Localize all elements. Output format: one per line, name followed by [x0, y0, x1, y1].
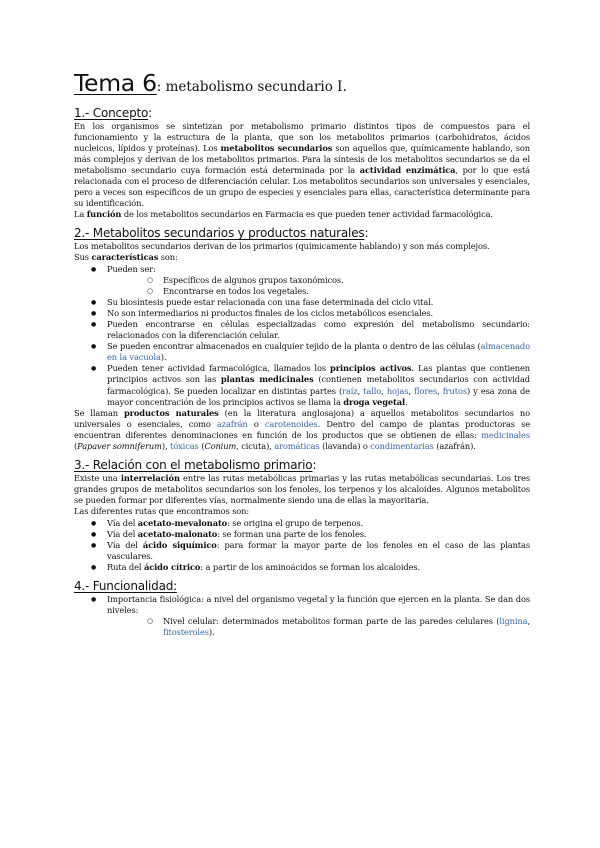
link-azafran[interactable]: azafrán [216, 418, 248, 429]
paragraph: Las diferentes rutas que encontramos son: [74, 506, 250, 517]
link-medicinales[interactable]: medicinales [481, 429, 530, 440]
link-aromaticas[interactable]: aromáticas [274, 441, 320, 452]
bullet-list [74, 594, 530, 638]
list-item: ● No son intermediarios ni productos finales de los ciclos metabólicos esenciales. [74, 308, 530, 319]
link-toxicas[interactable]: tóxicas [170, 441, 199, 452]
paragraph: Existe una interrelación entre las rutas metabólicas primarias y las rutas metabólicas secundarias. Los tres grandes grupos de metabolitos secundarios son los fenoles, los terpenos y los alcaloides. Algunos metabolitos se pueden formar por diferentes vías, normalmente siendo una de ellas la mayoritaria. [74, 473, 531, 506]
paragraph: Los metabolitos secundarios derivan de los primarios (químicamente hablando) y son más complejos. [74, 241, 490, 252]
link-fitosteroles[interactable]: fitosteroles [163, 627, 209, 638]
sub-list [107, 616, 530, 638]
list-item: ○ Encontrarse en todos los vegetales. [107, 286, 530, 297]
link-vacuola[interactable]: almacenado en la vacuola [107, 341, 530, 363]
list-item: ● Vía del acetato-malonato: se forman una parte de los fenoles. [74, 529, 530, 540]
link-hojas[interactable]: hojas [386, 385, 409, 396]
list-item: ● Ruta del ácido cítrico: a partir de los aminoácidos se forman los alcaloides. [74, 562, 530, 573]
list-item: ○ Nivel celular: determinados metabolitos forman parte de las paredes celulares (lignina, fitosteroles). [107, 616, 530, 638]
page-title [74, 69, 530, 97]
list-item: ● Pueden encontrarse en células especializadas como expresión del metabolismo secundario: relacionados con la diferenciación celular. [74, 319, 530, 341]
paragraph: Se llaman productos naturales (en la literatura anglosajona) a aquellos metabolitos secundarios no universales o esenciales, como azafrán o carotenoides. Dentro del campo de plantas productoras se encuentran diferentes denominaciones en función de los productos que se obtienen de ellas: medicinales (Papaver somniferum), tóxicas (Conium, cicuta), aromáticas (lavanda) o condimentarias (azafrán). [74, 407, 530, 452]
paragraph: La función de los metabolitos secundarios en Farmacia es que pueden tener actividad farmacológica. [74, 209, 493, 220]
list-item: ● Vía del ácido siquímico: para formar la mayor parte de los fenoles en el caso de las plantas vasculares. [74, 540, 530, 562]
section-funcionalidad [74, 579, 530, 638]
link-carotenoides[interactable]: carotenoides [264, 418, 318, 429]
list-item: ● Pueden tener actividad farmacológica, llamados los principios activos. Las plantas que contienen principios activos son las plantas medicinales (contienen metabolitos secundarios con actividad farmacológica). Se pueden localizar en distintas partes (raíz, tallo, hojas, flores, frutos) y esa zona de mayor concentración de los principios activos se llama la droga vegetal. [74, 363, 530, 407]
paragraph: Sus características son: [74, 252, 178, 263]
link-frutos[interactable]: frutos [442, 385, 467, 396]
section-heading: 1.- Concepto: [74, 105, 153, 120]
list-item: ● Vía del acetato-mevalonato: se origina el grupo de terpenos. [74, 518, 530, 529]
link-raiz[interactable]: raíz [342, 385, 358, 396]
list-item: ● Importancia fisiológica: a nivel del organismo vegetal y la función que ejercen en la planta. Se dan dos niveles: ○ Nivel celular: determinados metabolitos forman parte de las paredes celulares (lignina, fitosteroles). [74, 594, 530, 638]
bullet-list [74, 518, 530, 573]
section-relacion [74, 458, 530, 573]
section-heading: 3.- Relación con el metabolismo primario: [74, 458, 317, 473]
link-flores[interactable]: flores [413, 385, 438, 396]
paragraph: En los organismos se sintetizan por metabolismo primario distintos tipos de compuestos para el funcionamiento y la estructura de la planta, que son los metabolitos primarios (carbohidratos, ácidos nucleicos, lípidos y proteínas). Los metabolitos secundarios son aquellos que, químicamente hablando, son más complejos y derivan de los metabolitos primarios. Para la síntesis de los metabolitos secundarios se da el metabolismo secundario cuya formación está determinada por la actividad enzimática, por lo que está relacionada con el proceso de diferenciación celular. Los metabolitos secundarios son universales y esenciales, pero a veces son específicos de un grupo de especies y esenciales para ellas, característica determinante para su identificación. [74, 120, 530, 209]
title-main: Tema 6 [74, 69, 157, 97]
section-metabolitos [74, 226, 530, 452]
sub-list [107, 275, 530, 297]
title-subtitle: : metabolismo secundario I. [156, 79, 347, 95]
section-heading: 2.- Metabolitos secundarios y productos naturales: [74, 226, 369, 241]
bullet-list [74, 264, 530, 408]
link-condimentarias[interactable]: condimentarias [370, 441, 434, 452]
link-lignina[interactable]: lignina [499, 616, 528, 627]
section-heading: 4.- Funcionalidad: [74, 578, 177, 593]
list-item: ● Se pueden encontrar almacenados en cualquier tejido de la planta o dentro de las células (almacenado en la vacuola). [74, 341, 530, 363]
list-item: ● Pueden ser: ○ Específicos de algunos grupos taxonómicos. ○ Encontrarse en todos los vegetales. [74, 264, 530, 297]
list-item: ○ Específicos de algunos grupos taxonómicos. [107, 275, 530, 286]
list-item: ● Su biosíntesis puede estar relacionada con una fase determinada del ciclo vital. [74, 297, 530, 308]
section-concepto [74, 106, 530, 221]
link-tallo[interactable]: tallo [363, 385, 382, 396]
